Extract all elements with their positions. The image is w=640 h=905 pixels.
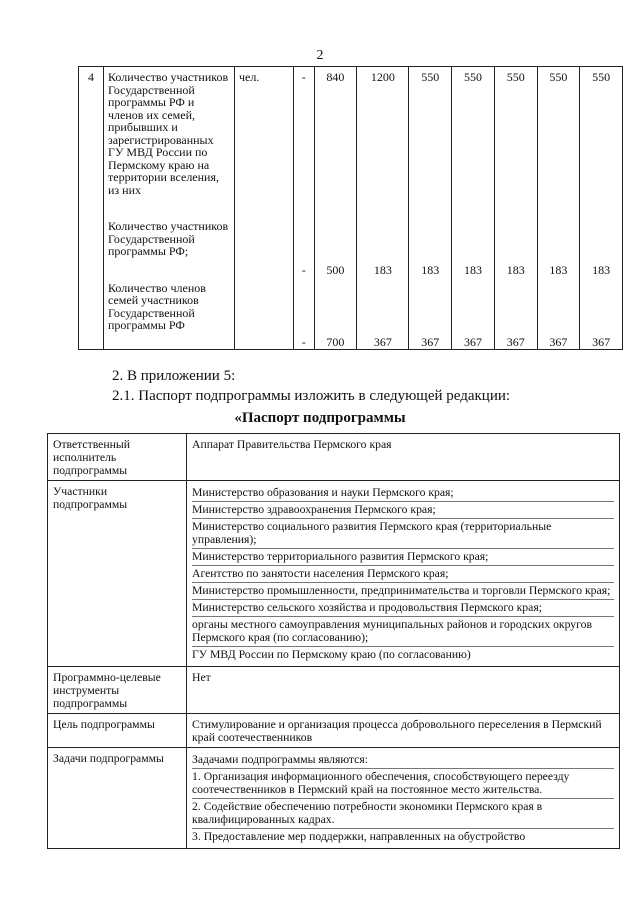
value-cell: 183 <box>592 263 611 277</box>
value-column <box>294 67 315 350</box>
value-cell: 183 <box>373 263 392 277</box>
row-value: Стимулирование и организация процесса добровольного переселения в Пермский край соотечественников <box>187 714 620 748</box>
value-cell: 550 <box>506 70 525 84</box>
value-cell: 367 <box>506 335 525 349</box>
table-row <box>48 481 620 667</box>
value-column <box>580 67 623 350</box>
list-item: органы местного самоуправления муниципальных районов и городских округов Пермского края (по согласованию); <box>192 617 614 647</box>
table-row <box>79 67 623 350</box>
table-row <box>48 667 620 714</box>
value-cell: 1200 <box>370 70 395 84</box>
list-item: 2. Содействие обеспечению потребности экономики Пермского края в квалифицированных кадрах. <box>192 799 614 829</box>
value-cell: 550 <box>421 70 440 84</box>
list-item: Министерство здравоохранения Пермского края; <box>192 502 614 519</box>
value-column <box>409 67 452 350</box>
row-label: Участники подпрограммы <box>48 481 187 667</box>
list-item: Министерство сельского хозяйства и продовольствия Пермского края; <box>192 600 614 617</box>
list-item: Агентство по занятости населения Пермского края; <box>192 566 614 583</box>
indicator-name: Количество участников Государственной программы РФ; <box>108 219 229 258</box>
value-cell: - <box>301 335 306 349</box>
list-item: Задачами подпрограммы являются: <box>192 752 614 769</box>
indicator-name: Количество членов семей участников Государственной программы РФ <box>108 280 206 332</box>
value-cell: 367 <box>549 335 568 349</box>
list-item: Министерство территориального развития Пермского края; <box>192 549 614 566</box>
table-row <box>48 748 620 849</box>
row-label: Задачи подпрограммы <box>48 748 187 849</box>
value-cell: 367 <box>464 335 482 349</box>
value-cell: 700 <box>326 335 345 349</box>
row-label: Цель подпрограммы <box>48 714 187 748</box>
participants-list <box>187 481 620 667</box>
indicator-name: Количество участников Государственной программы РФ и членов их семей, прибывших и зарегистрированных ГУ МВД России по Пермскому краю на территории вселения, из них <box>108 70 229 197</box>
tasks-list <box>187 748 620 849</box>
value-cell: 367 <box>421 335 440 349</box>
value-cell: 183 <box>549 263 568 277</box>
row-value: Нет <box>187 667 620 714</box>
value-cell: 367 <box>373 335 392 349</box>
value-column <box>452 67 495 350</box>
list-item: Министерство промышленности, предпринимательства и торговли Пермского края; <box>192 583 614 600</box>
value-column <box>537 67 580 350</box>
table-row <box>48 434 620 481</box>
value-cell: 183 <box>464 263 482 277</box>
indicator-names <box>104 67 235 350</box>
value-column <box>314 67 357 350</box>
row-value: Аппарат Правительства Пермского края <box>187 434 620 481</box>
passport-table <box>47 433 620 849</box>
value-cell: 500 <box>326 263 345 277</box>
value-cell: 550 <box>592 70 611 84</box>
paragraph-appendix: 2. В приложении 5: <box>112 368 236 384</box>
unit-cell: чел. <box>235 67 294 350</box>
value-cell: 550 <box>464 70 482 84</box>
list-item: Министерство социального развития Пермского края (территориальные управления); <box>192 519 614 549</box>
page-number: 2 <box>316 48 324 63</box>
indicator-table <box>78 66 623 350</box>
table-row <box>48 714 620 748</box>
paragraph-passport-edit: 2.1. Паспорт подпрограммы изложить в следующей редакции: <box>112 388 511 404</box>
row-label: Ответственный исполнитель подпрограммы <box>48 434 187 481</box>
value-cell: - <box>301 70 306 84</box>
list-item: Министерство образования и науки Пермского края; <box>192 485 614 502</box>
value-column <box>494 67 537 350</box>
value-cell: 840 <box>326 70 345 84</box>
value-cell: 183 <box>506 263 525 277</box>
list-item: 1. Организация информационного обеспечения, способствующего переезду соотечественников в Пермский край на постоянное место жительства. <box>192 769 614 799</box>
list-item: ГУ МВД России по Пермскому краю (по согласованию) <box>192 648 471 661</box>
list-item: 3. Предоставление мер поддержки, направленных на обустройство <box>192 830 526 843</box>
row-label: Программно-целевые инструменты подпрограммы <box>48 667 187 714</box>
passport-title: «Паспорт подпрограммы <box>234 410 406 426</box>
value-cell: 367 <box>592 335 611 349</box>
value-cell: 550 <box>549 70 568 84</box>
row-number: 4 <box>79 67 104 350</box>
value-column <box>357 67 409 350</box>
value-cell: 183 <box>421 263 440 277</box>
value-cell: - <box>301 263 306 277</box>
